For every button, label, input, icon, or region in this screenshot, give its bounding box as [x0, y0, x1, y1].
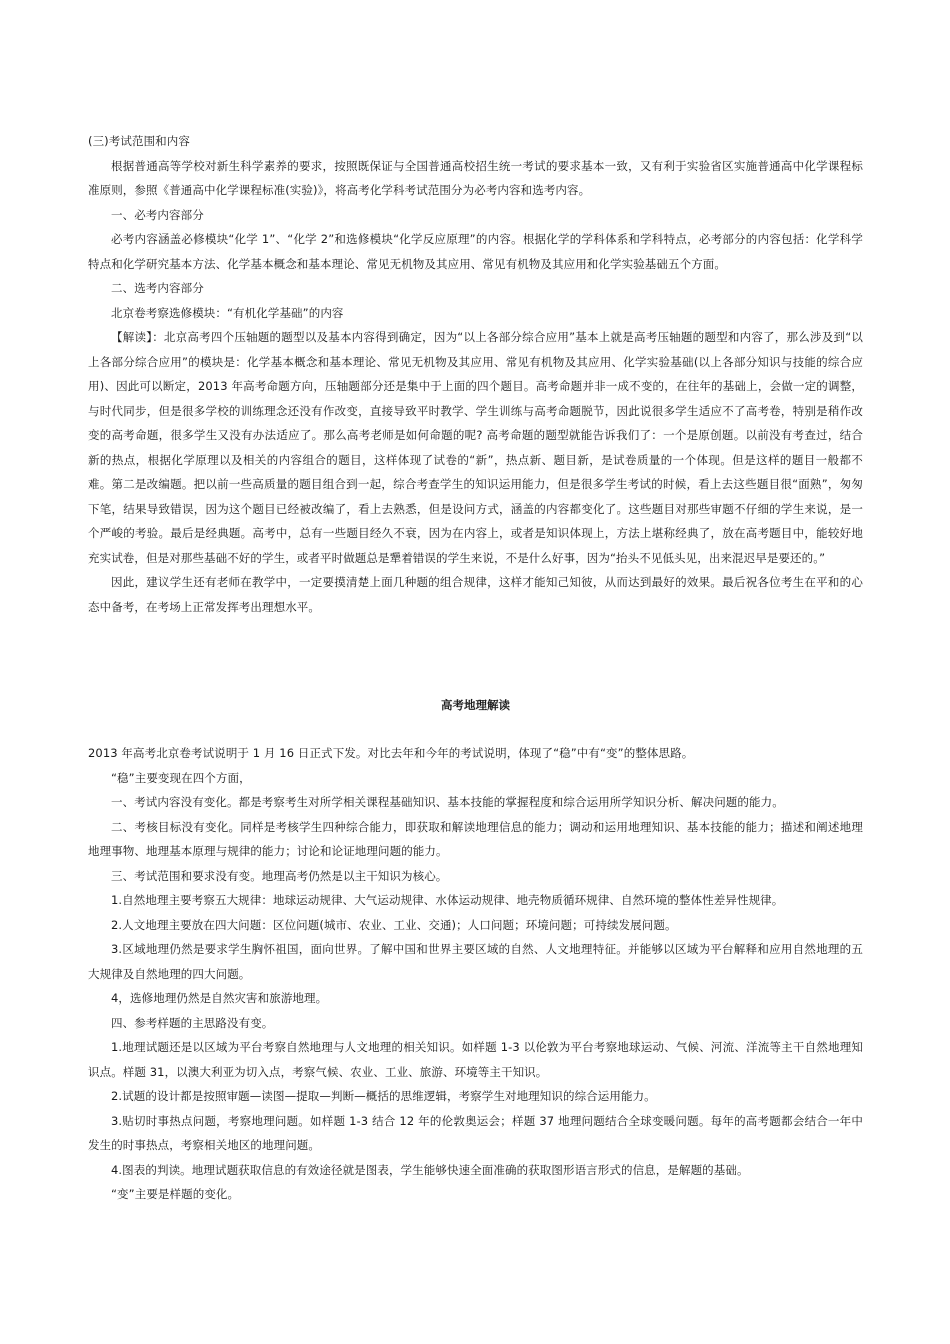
chem-paragraph: 必考内容涵盖必修模块“化学 1”、“化学 2”和选修模块“化学反应原理”的内容。根据化学的学科体系和学科特点，必考部分的内容包括：化学科学特点和化学研究基本方法、化学基本概念和基本理论、常见无机物及其应用、常见有机物及其应用和化学实验基础五个方面。	[88, 232, 863, 271]
chem-section-heading: (三)考试范围和内容	[88, 134, 190, 148]
chem-paragraph: 根据普通高等学校对新生科学素养的要求，按照既保证与全国普通高校招生统一考试的要求基本一致，又有利于实验省区实施普通高中化学课程标准原则，参照《普通高中化学课程标准(实验)》，将高考化学科考试范围分为必考内容和选考内容。	[88, 158, 863, 197]
geo-paragraph: “变”主要是样题的变化。	[111, 1187, 240, 1201]
geo-intro-paragraph: 2013 年高考北京卷考试说明于 1 月 16 日正式下发。对比去年和今年的考试说明，体现了“稳”中有“变”的整体思路。	[88, 746, 694, 760]
geo-list-item: 2.试题的设计都是按照审题—读图—提取—判断—概括的思维逻辑，考察学生对地理知识的综合运用能力。	[111, 1089, 656, 1103]
geo-paragraph: 一、考试内容没有变化。都是考察考生对所学相关课程基础知识、基本技能的掌握程度和综合运用所学知识分析、解决问题的能力。	[111, 795, 784, 809]
geo-list-item: 2.人文地理主要放在四大问题：区位问题(城市、农业、工业、交通)；人口问题；环境问题；可持续发展问题。	[111, 917, 677, 932]
chem-interpretation-paragraph: 【解读】：北京高考四个压轴题的题型以及基本内容得到确定，因为“以上各部分综合应用”基本上就是高考压轴题的题型和内容了，那么涉及到“以上各部分综合应用”的模块是：化学基本概念和基本理论、常见无机物及其应用、常见有机物及其应用、化学实验基础(以上各部分知识与技能的综合应用)、因此可以断定，2013 年高考命题方向，压轴题部分还是集中于上面的四个题目。高考命题并非一成不变的，在往年的基础上，会做一定的调整，与时代同步，但是很多学校的训练理念还没有作改变，直接导致平时教学、学生训练与高考命题脱节，因此说很多学生适应不了高考卷，特别是稍作改变的高考命题，很多学生又没有办法适应了。那么高考老师是如何命题的呢? 高考命题的题型就能告诉我们了：一个是原创题。以前没有考查过，结合新的热点，根据化学原理以及相关的内容组合的题目，这样体现了试卷的“新”，热点新、题目新，是试卷质量的一个体现。但是这样的题目一般都不难。第二是改编题。把以前一些高质量的题目组合到一起，综合考查学生的知识运用能力，但是很多学生考试的时候，看上去这些题目很“面熟”，匆匆下笔，结果导致错误，因为这个题目已经被改编了，看上去熟悉，但是设问方式，涵盖的内容都变化了。这些题目对那些审题不仔细的学生来说，是一个严峻的考验。最后是经典题。高考中，总有一些题目经久不衰，因为在内容上，或者是知识体现上，方法上堪称经典了，放在高考题目中，能较好地充实试卷，但是对那些基础不好的学生，或者平时做题总是犟着错误的学生来说，不是什么好事，因为“抬头不见低头见，出来混迟早是要还的。”	[88, 330, 863, 565]
geo-list-item: 4.图表的判读。地理试题获取信息的有效途径就是图表，学生能够快速全面准确的获取图形语言形式的信息，是解题的基础。	[111, 1162, 749, 1177]
geo-paragraph: 二、考核目标没有变化。同样是考核学生四种综合能力，即获取和解读地理信息的能力；调动和运用地理知识、基本技能的能力；描述和阐述地理地理事物、地理基本原理与规律的能力；讨论和论证地理问题的能力。	[88, 819, 863, 858]
geography-section	[88, 741, 863, 1207]
chem-subheading-elective: 二、选考内容部分	[111, 281, 204, 295]
chemistry-section	[88, 129, 863, 619]
geo-paragraph: 三、考试范围和要求没有变。地理高考仍然是以主干知识为核心。	[111, 868, 448, 883]
geo-list-item: 4，选修地理仍然是自然灾害和旅游地理。	[111, 991, 328, 1005]
geo-list-item: 3.贴切时事热点问题，考察地理问题。如样题 1-3 结合 12 年的伦敦奥运会；样题 37 地理问题结合全球变暖问题。每年的高考题都会结合一年中发生的时事热点，考察相关地区的地理问题。	[88, 1113, 863, 1152]
geo-list-item: 1.自然地理主要考察五大规律：地球运动规律、大气运动规律、水体运动规律、地壳物质循环规律、自然环境的整体性差异性规律。	[111, 893, 784, 907]
geography-title: 高考地理解读	[441, 698, 510, 712]
chem-paragraph: 北京卷考察选修模块：“有机化学基础”的内容	[111, 305, 344, 320]
geo-paragraph: “稳”主要变现在四个方面，	[111, 770, 251, 785]
geo-paragraph: 四、参考样题的主思路没有变。	[111, 1015, 274, 1030]
geo-list-item: 3.区域地理仍然是要求学生胸怀祖国，面向世界。了解中国和世界主要区域的自然、人文地理特征。并能够以区域为平台解释和应用自然地理的五大规律及自然地理的四大问题。	[88, 942, 863, 981]
chem-conclusion-paragraph: 因此，建议学生还有老师在教学中，一定要摸清楚上面几种题的组合规律，这样才能知己知彼，从而达到最好的效果。最后祝各位考生在平和的心态中备考，在考场上正常发挥考出理想水平。	[88, 575, 863, 614]
chem-subheading-required: 一、必考内容部分	[111, 207, 204, 222]
geo-list-item: 1.地理试题还是以区域为平台考察自然地理与人文地理的相关知识。如样题 1-3 以伦敦为平台考察地球运动、气候、河流、洋流等主干自然地理知识点。样题 31，以澳大利亚为切入点，考察气候、农业、工业、旅游、环境等主干知识。	[88, 1040, 863, 1079]
